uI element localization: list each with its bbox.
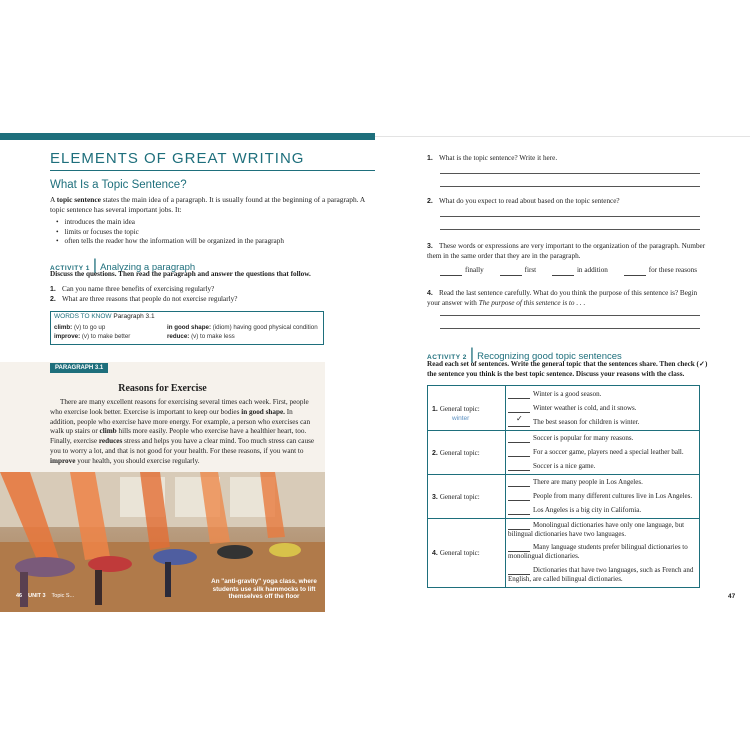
intro-text: A topic sentence states the main idea of a paragraph. It is usually found at the beginning of a paragraph. A topic sentence has several important jobs. It:	[50, 195, 365, 214]
answer-line[interactable]	[440, 216, 700, 217]
sentence-option: Los Angeles is a big city in California.	[508, 506, 698, 515]
check-blank[interactable]	[508, 544, 530, 552]
question-1: 1. What is the topic sentence? Write it here.	[427, 154, 558, 162]
sentence-option: Dictionaries that have two languages, such as French and English, are called bilingual dictionaries.	[508, 566, 694, 583]
checkmark-icon: ✓	[516, 413, 523, 423]
paragraph-title: Reasons for Exercise	[118, 383, 207, 394]
sentence-option: There are many people in Los Angeles.	[508, 478, 698, 487]
activity-2-instruction: Read each set of sentences. Write the general topic that the sentences share. Then check (✓) the sentence you think is the best topic sentence. Discuss your reasons with the class.	[427, 360, 708, 378]
paragraph-segment: There are many excellent reasons for exercising several times each week. First, people who exercise look better. Exercise is important to keep our bodies	[50, 398, 309, 416]
intro-bold-term: topic sentence	[56, 195, 101, 204]
row-divider	[428, 518, 699, 519]
question-2: 2. What do you expect to read about based on the topic sentence?	[427, 197, 620, 205]
order-blank[interactable]	[440, 275, 462, 276]
order-blank[interactable]	[500, 275, 522, 276]
answer-line[interactable]	[440, 315, 700, 316]
general-topic-answer[interactable]: winter	[452, 415, 470, 422]
activity-2-heading: ACTIVITY 2 | Recognizing good topic sentences	[427, 346, 622, 363]
list-item: • often tells the reader how the information will be organized in the paragraph	[56, 237, 284, 247]
order-blank[interactable]	[624, 275, 646, 276]
list-item: • introduces the main idea	[56, 218, 284, 228]
sentence-option: Winter weather is cold, and it snows.	[508, 404, 698, 413]
check-blank[interactable]	[508, 479, 530, 487]
row-divider	[428, 474, 699, 475]
vocab-item: reduce: (v) to make less	[167, 333, 235, 340]
check-blank[interactable]	[508, 463, 530, 471]
vocab-item: improve: (v) to make better	[54, 333, 131, 340]
photo-caption: An "anti-gravity" yoga class, where students use silk hammocks to lift themselves off the floor	[211, 578, 317, 601]
check-blank[interactable]	[508, 405, 530, 413]
vocab-highlight: reduces	[98, 437, 123, 446]
activity-label: ACTIVITY 1	[50, 265, 90, 272]
sentence-option: For a soccer game, players need a special leather ball.	[508, 448, 698, 457]
paragraph-segment: your health, you should exercise regularly.	[75, 456, 200, 465]
activity-label: ACTIVITY 2	[427, 354, 467, 361]
sentence-option: Winter is a good season.	[508, 390, 698, 399]
sentence-option: People from many different cultures live in Los Angeles.	[508, 492, 698, 501]
header-rule	[375, 136, 750, 137]
left-footer: 46 UNIT 3 Topic S...	[16, 593, 75, 599]
sentence-option: Many language students prefer bilingual dictionaries to monolingual dictionaries.	[508, 543, 688, 560]
check-blank[interactable]	[508, 413, 530, 427]
paragraph-segment: hills more easily. People who exercise have a healthier heart, too. Finally, exercise	[50, 427, 307, 446]
question-item: 2. What are three reasons that people do not exercise regularly?	[50, 294, 238, 303]
question-4: 4. Read the last sentence carefully. What do you think the purpose of this sentence is? Begin your answer with The purpose of this sentence is to . . .	[427, 289, 698, 307]
page-number: 47	[728, 593, 736, 600]
paragraph-tag: PARAGRAPH 3.1	[50, 363, 108, 373]
header-accent-bar	[0, 133, 375, 140]
activity-1-instruction: Discuss the questions. Then read the paragraph and answer the questions that follow.	[50, 270, 311, 278]
order-blank[interactable]	[552, 275, 574, 276]
vocab-highlight: in good shape.	[241, 407, 285, 416]
check-blank[interactable]	[508, 507, 530, 515]
sentence-option: Monolingual dictionaries have only one language, but bilingual dictionaries have two languages.	[508, 521, 685, 538]
section-heading: What Is a Topic Sentence?	[50, 179, 187, 191]
words-to-know-heading: WORDS TO KNOW Paragraph 3.1	[54, 313, 155, 320]
vocab-highlight: climb	[99, 427, 117, 436]
sentence-option: ✓ The best season for children is winter.	[508, 418, 698, 427]
sentence-option: Soccer is a nice game.	[508, 462, 698, 471]
vocab-highlight: improve	[50, 456, 76, 465]
answer-line[interactable]	[440, 328, 700, 329]
table-row-label: 2. General topic:	[432, 449, 480, 457]
activity-1-heading: ACTIVITY 1 | Analyzing a paragraph	[50, 257, 196, 274]
title-rule	[50, 170, 375, 171]
paragraph-segment: In addition, people who exercise have more energy. For example, a person who exercises can walk up stairs or	[50, 407, 311, 436]
sentence-option: Soccer is popular for many reasons.	[508, 434, 698, 443]
vocab-item: climb: (v) to go up	[54, 324, 106, 331]
bullet-list	[56, 218, 284, 247]
vocab-item: in good shape: (idiom) having good physical condition	[167, 324, 318, 331]
page-number: 46	[16, 593, 23, 599]
table-row-label: 4. General topic:	[432, 549, 480, 557]
table-row-label: 1. General topic:	[432, 405, 480, 413]
activity-1-questions	[50, 285, 237, 304]
topic-sentence-table	[427, 385, 700, 588]
order-items: finally first in addition for these reasons	[440, 266, 697, 276]
activity-title: Recognizing good topic sentences	[477, 351, 622, 362]
answer-line[interactable]	[440, 229, 700, 230]
table-row-label: 3. General topic:	[432, 493, 480, 501]
row-divider	[428, 430, 699, 431]
answer-line[interactable]	[440, 186, 700, 187]
check-blank[interactable]	[508, 522, 530, 530]
activity-title: Analyzing a paragraph	[100, 262, 196, 273]
question-item: 1. Can you name three benefits of exercising regularly?	[50, 285, 215, 293]
check-blank[interactable]	[508, 449, 530, 457]
paragraph-segment: stress and helps you have a clear mind. Too much stress can cause you to worry a lot, and that is not good for your health. For these reasons, if you want to	[50, 437, 315, 455]
paragraph-text	[50, 398, 318, 467]
page-title: ELEMENTS OF GREAT WRITING	[50, 150, 305, 167]
answer-line[interactable]	[440, 173, 700, 174]
check-blank[interactable]	[508, 567, 530, 575]
check-blank[interactable]	[508, 493, 530, 501]
check-blank[interactable]	[508, 391, 530, 399]
question-3: 3. These words or expressions are very important to the organization of the paragraph. Number them in the same order that they are in the paragraph.	[427, 242, 706, 260]
list-item: • limits or focuses the topic	[56, 228, 284, 238]
check-blank[interactable]	[508, 435, 530, 443]
